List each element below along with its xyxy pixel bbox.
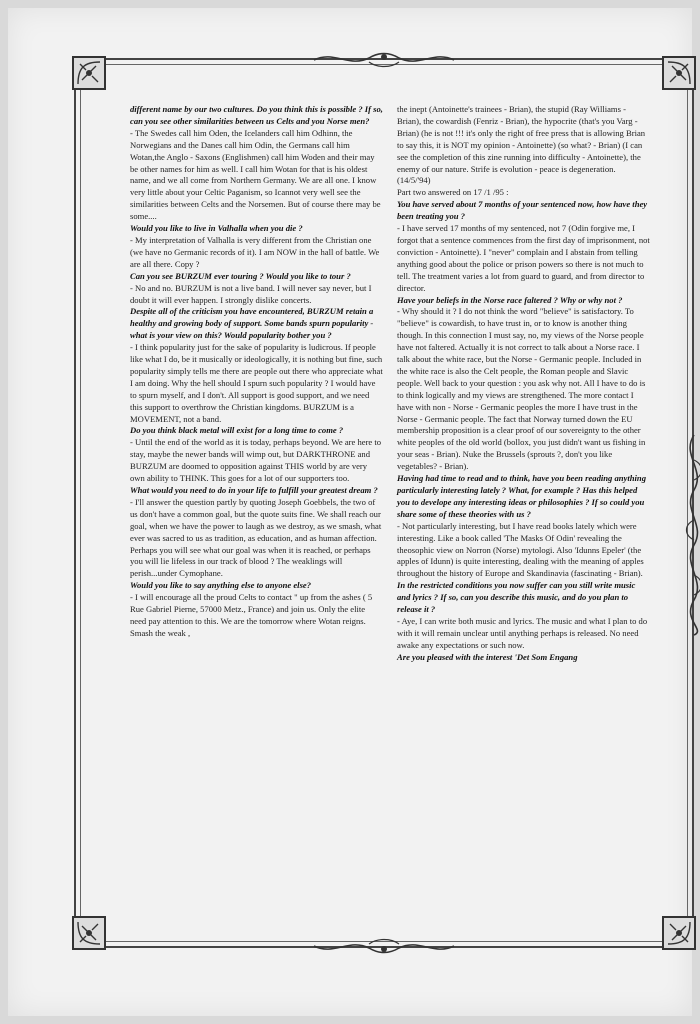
interview-answer: the inept (Antoinette's trainees - Brian), the stupid (Ray Williams - Brian), the cowardish (Fenriz - Brian), the hypocrite (that's you Varg - Brian) (he is not !!! it's only the right of free press that is allowing Brian to say this, it is NOT my opinion - Antoinette) (so what? - Brian) (I can see the completion of this zine running into difficulty - Antoinette), the enemy of our nature. Strife is evolution - peace is degeneration. <box>397 104 646 174</box>
interview-answer: - Not particularly interesting, but I have read books lately which were interesting. Like a book called 'The Masks Of Odin' revealing the theosophic view on Norron (Norse) mytologi. Also 'Idunns Epeler' (the apples of Idunn) is quite interesting, dealing with the meaning of apples throughout the history of Europe and Skandinavia (fascinating - Brian). <box>397 520 644 579</box>
interview-answer: - Until the end of the world as it is today, perhaps beyond. We are here to stay, maybe the newer bands will wimp out, but DARKTHRONE and BURZUM are doomed to opposition against THIS world by are very own ability to THINK. This goes for a lot of our supporters too. <box>130 437 382 484</box>
interview-question: What would you need to do in your life to fulfill your greatest dream ? <box>130 485 378 495</box>
interview-answer: - The Swedes call him Oden, the Icelanders call him Odhinn, the Norwegians and the Danes call him Odin, the Germans call him Wotan,the Anglo - Saxons (Englishmen) call him Woden and their may be other names for him as well. I call him Wotan for that is his oldest name, and we all come from Northern Germany. We are all one. I know very little about your Celtic Paganism, so Icannot very well see the similarities between Celts and the Norsemen. But of course there may be some.... <box>130 127 381 222</box>
scanned-page <box>8 8 692 1016</box>
corner-ornament-icon <box>72 916 106 950</box>
interview-answer: - I think popularity just for the sake of popularity is ludicrous. If people like what I do, be it musically or ideologically, it is nothing but fine, such popularity simply tells me there are people out there who appreciate what I am doing. Why the hell should I spurn such popularity ? I would have to spurn myself, and I don't. All support is good support, and we need this support to overthrow the Christian kingdoms. BURZUM is a MOVEMENT, not a band. <box>130 342 383 424</box>
interview-question: You have served about 7 months of your sentenced now, how have they been treating you ? <box>397 199 648 222</box>
interview-question: Have your beliefs in the Norse race faltered ? Why or why not ? <box>397 294 623 305</box>
interview-question: different name by our two cultures. Do you think this is possible ? If so, can you see other similarities between us Celts and you Norse men? <box>130 104 383 126</box>
interview-question: Would you like to live in Valhalla when you die ? <box>130 223 303 234</box>
interview-question: Are you pleased with the interest 'Det Som Engang <box>397 651 578 662</box>
corner-ornament-icon <box>662 56 696 90</box>
left-column <box>130 104 383 664</box>
top-flourish-icon <box>309 48 459 70</box>
right-column <box>397 104 650 664</box>
interview-answer: - Aye, I can write both music and lyrics. The music and what I plan to do with it will remain unclear until anything perhaps is released. No need awake any expectations or such now. <box>397 615 648 650</box>
interview-text <box>130 104 650 664</box>
interview-part-heading: Part two answered on 17 /1 /95 : <box>397 187 509 198</box>
interview-answer: - No and no. BURZUM is not a live band. I will never say never, but I doubt it will ever happen. I strongly dislike concerts. <box>130 282 372 305</box>
interview-question: In the restricted conditions you now suffer can you still write music and lyrics ? If so, can you describe this music, and do you plan to release it ? <box>397 580 636 615</box>
corner-ornament-icon <box>72 56 106 90</box>
interview-date: (14/5/'94) <box>397 175 431 186</box>
interview-answer: - I'll answer the question partly by quoting Joseph Goebbels, the two of us don't have a common goal, but the quote suits fine. We shall reach our goal, when we have the power to laugh as we destroy, as we smash, what ever was sacred to us as tradition, as education, and as human affection. Perhaps you will see what our goal was when it is reached, or perhaps you will lie lifeless in our track of blood ? The weaklings will perish...under Cymophane. <box>130 496 382 579</box>
interview-answer: - I have served 17 months of my sentenced, not 7 (Odin forgive me, I forgot that a sentence commences from the first day of imprisonment, not conviction - Antoinette). I "never" complain and I abstain from telling anything good about the police or prison powers so there is not much to tell. The treatment varies a lot from guard to guard, and from director to director. <box>397 223 650 293</box>
interview-answer: - Why should it ? I do not think the word "believe" is satisfactory. To "believe" is cowardish, to have trust in, or to know is another thing though. In this connection I must say, no, my views of the Norse people have not faltered. Actually it is not correct to talk about a Norse race. I talk about the white race, but the Norse - Germanic people. Included in the white race is also the Celt people, the Roman people and Slavic people. Well back to your question : you ask why not. All I have to do is to think logically and my views are strengthened. The more contact I have with non - Norse - Germanic peoples the more I have trust in the Norse - Germanic people. The fact that Norway turned down the EU membership proposition is a clear proof of our sovereignty to the other white peoples of the old world (bollox, you just didn't want us fishing in your seas - Brian). Nuke the Brussels (sprouts ?, don't you like vegetables? - Brian). <box>397 306 646 472</box>
interview-question: Despite all of the criticism you have encountered, BURZUM retain a healthy and growing body of support. Some bands spurn popularity - what is your view on this? Would popularity bother you ? <box>130 306 374 341</box>
corner-ornament-icon <box>662 916 696 950</box>
interview-answer: - My interpretation of Valhalla is very different from the Christian one (we have no Germanic records of it). I am NOW in the hall of battle. We are all there. Copy ? <box>130 234 380 269</box>
interview-question: Do you think black metal will exist for a long time to come ? <box>130 425 344 436</box>
interview-question: Can you see BURZUM ever touring ? Would you like to tour ? <box>130 270 351 281</box>
interview-question: Having had time to read and to think, have you been reading anything particularly interesting lately ? What, for example ? Has this helped you to develope any interesting ideas or philosophies ? If so could you share some of these theories with us ? <box>397 473 647 519</box>
bottom-flourish-icon <box>309 936 459 958</box>
interview-question: Would you like to say anything else to anyone else? <box>130 580 312 591</box>
side-scroll-ornament-icon <box>676 430 700 640</box>
interview-answer: - I will encourage all the proud Celts to contact " up from the ashes ( 5 Rue Gabriel Pierne, 57000 Metz., France) and join us. Only the elite need pay attention to this. We are the tomorrow where Wotan reigns. Smash the weak , <box>130 592 373 638</box>
